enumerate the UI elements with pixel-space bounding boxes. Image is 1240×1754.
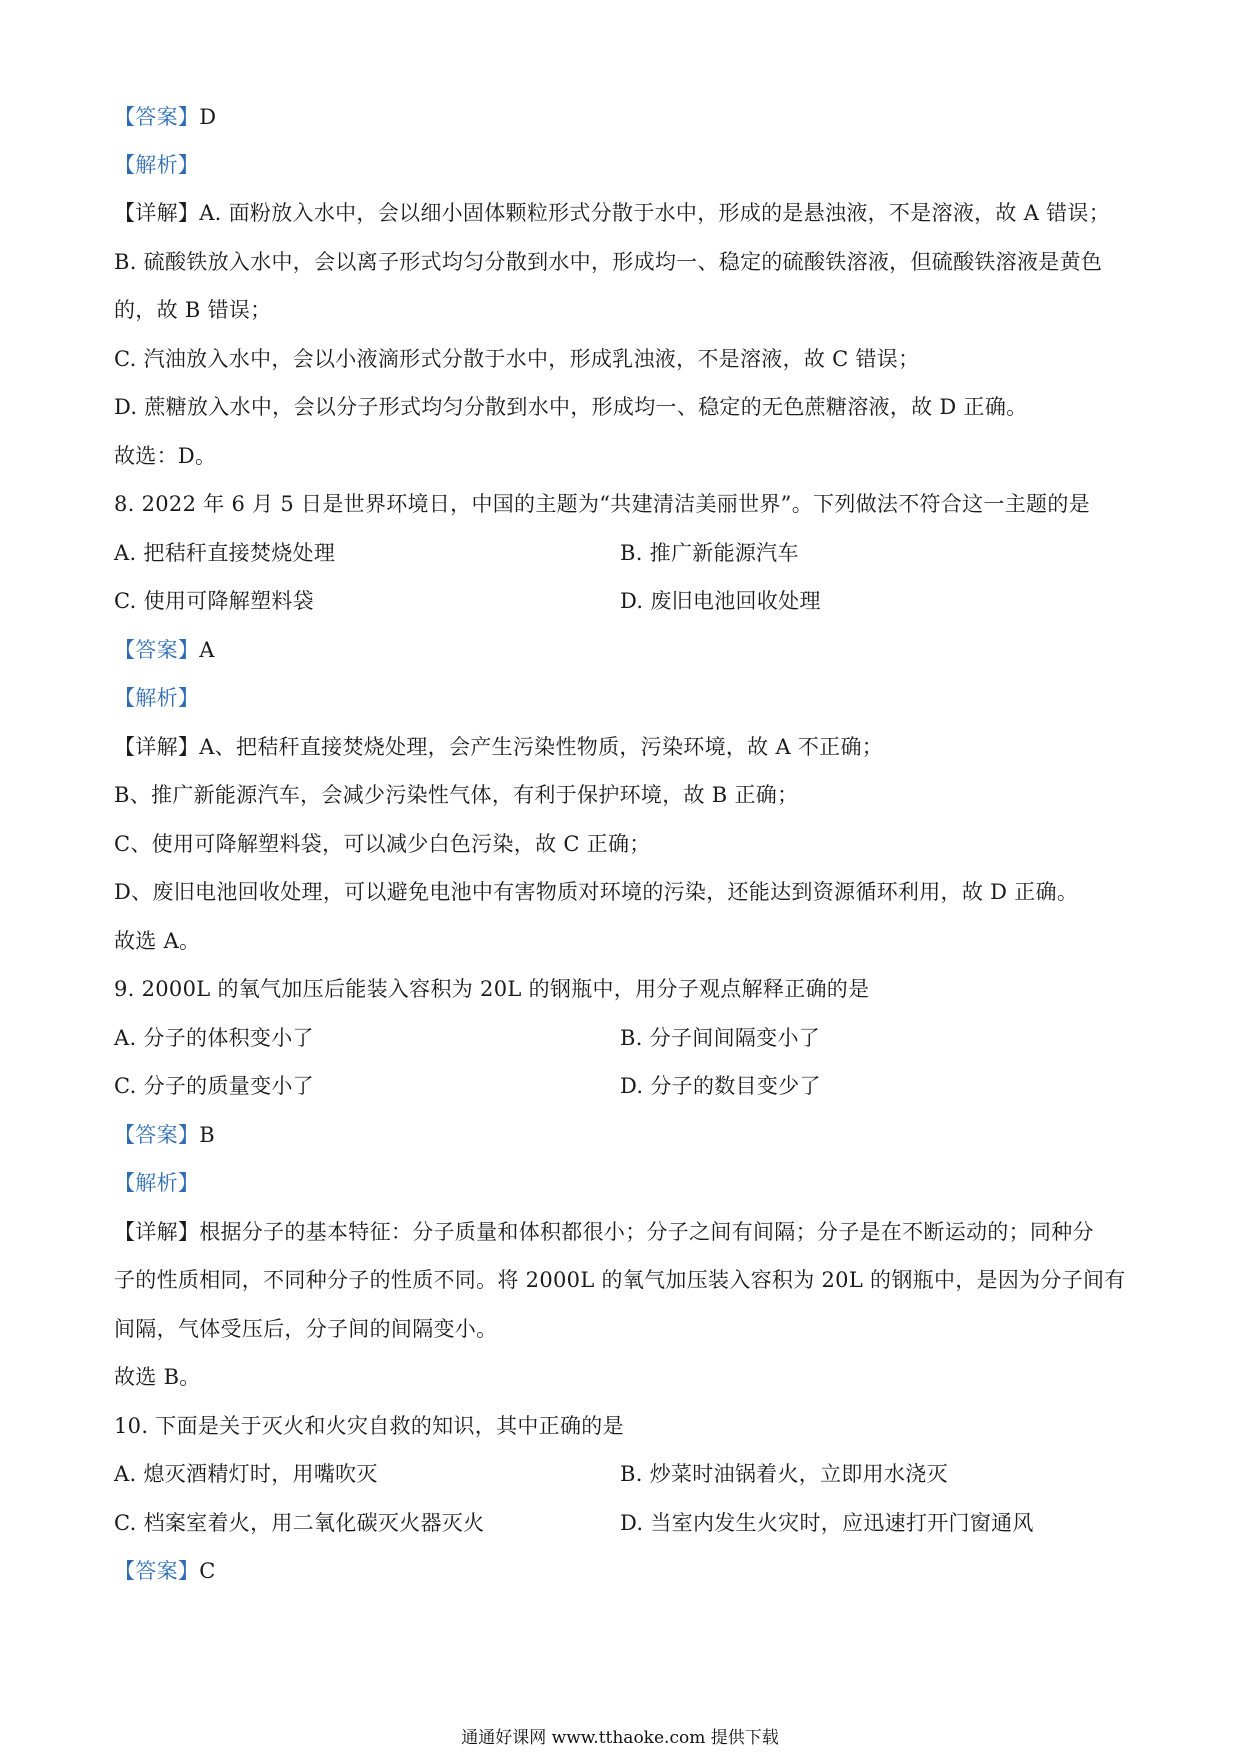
q7-conclusion: 故选：D。 — [114, 444, 217, 468]
q8-detail-line: C、使用可降解塑料袋，可以减少白色污染，故 C 正确； — [114, 832, 651, 856]
answer-value: A — [199, 638, 215, 662]
analysis-tag: 【解析】 — [114, 1171, 200, 1195]
answer-tag: 【答案】 — [114, 1559, 200, 1583]
q9-detail-line: 子的性质相同，不同种分子的性质不同。将 2000L 的氧气加压装入容积为 20L 的钢瓶中，是因为分子间有 — [114, 1268, 1126, 1292]
answer-tag: 【答案】 — [114, 1123, 200, 1147]
analysis-tag: 【解析】 — [114, 686, 200, 710]
q7-detail-line — [114, 198, 1134, 228]
q9-option-c: C. 分子的质量变小了 — [114, 1074, 314, 1098]
q9-detail-line — [114, 1217, 1134, 1247]
answer-value: D — [199, 105, 217, 129]
q8-option-b: B. 推广新能源汽车 — [620, 541, 799, 565]
q10-option-b: B. 炒菜时油锅着火，立即用水浇灭 — [620, 1462, 948, 1486]
q7-detail-line: 的，故 B 错误； — [114, 298, 272, 322]
detail-text: 根据分子的基本特征：分子质量和体积都很小；分子之间有间隔；分子是在不断运动的；同种分 — [199, 1220, 1094, 1244]
q8-conclusion: 故选 A。 — [114, 929, 201, 953]
detail-prefix: 【详解】 — [114, 201, 200, 225]
q8-detail-line: D、废旧电池回收处理，可以避免电池中有害物质对环境的污染，还能达到资源循环利用，故 D 正确。 — [114, 880, 1079, 904]
answer-tag: 【答案】 — [114, 638, 200, 662]
q7-detail-line: C. 汽油放入水中，会以小液滴形式分散于水中，形成乳浊液，不是溶液，故 C 错误； — [114, 347, 920, 371]
q9-stem: 9. 2000L 的氧气加压后能装入容积为 20L 的钢瓶中，用分子观点解释正确的是 — [114, 977, 870, 1001]
q10-option-a: A. 熄灭酒精灯时，用嘴吹灭 — [114, 1462, 378, 1486]
q8-analysis — [114, 683, 1134, 713]
q9-answer — [114, 1120, 1134, 1150]
q8-detail-line: B、推广新能源汽车，会减少污染性气体，有利于保护环境，故 B 正确； — [114, 783, 799, 807]
q8-detail-line — [114, 732, 1134, 762]
analysis-tag: 【解析】 — [114, 153, 200, 177]
q8-option-a: A. 把秸秆直接焚烧处理 — [114, 541, 336, 565]
q7-detail-line: D. 蔗糖放入水中，会以分子形式均匀分散到水中，形成均一、稳定的无色蔗糖溶液，故 D 正确。 — [114, 395, 1028, 419]
answer-value: B — [199, 1123, 215, 1147]
q8-answer — [114, 635, 1134, 665]
q7-analysis — [114, 150, 1134, 180]
q9-option-a: A. 分子的体积变小了 — [114, 1026, 314, 1050]
q9-conclusion: 故选 B。 — [114, 1365, 201, 1389]
detail-text: A、把秸秆直接焚烧处理，会产生污染性物质，污染环境，故 A 不正确； — [199, 735, 884, 759]
q8-option-d: D. 废旧电池回收处理 — [620, 589, 821, 613]
answer-value: C — [199, 1559, 216, 1583]
detail-prefix: 【详解】 — [114, 735, 200, 759]
q9-option-b: B. 分子间间隔变小了 — [620, 1026, 821, 1050]
page-footer: 通通好课网 www.tthaoke.com 提供下载 — [461, 1728, 779, 1748]
detail-prefix: 【详解】 — [114, 1220, 200, 1244]
q9-option-d: D. 分子的数目变少了 — [620, 1074, 821, 1098]
detail-text: A. 面粉放入水中，会以细小固体颗粒形式分散于水中，形成的是悬浊液，不是溶液，故 A 错误； — [199, 201, 1111, 225]
q8-stem: 8. 2022 年 6 月 5 日是世界环境日，中国的主题为“共建清洁美丽世界”。下列做法不符合这一主题的是 — [114, 492, 1090, 516]
answer-tag: 【答案】 — [114, 105, 200, 129]
q9-detail-line: 间隔，气体受压后，分子间的间隔变小。 — [114, 1317, 498, 1341]
q10-option-c: C. 档案室着火，用二氧化碳灭火器灭火 — [114, 1511, 485, 1535]
q7-answer — [114, 102, 1134, 132]
q10-answer — [114, 1556, 1134, 1586]
q7-detail-line: B. 硫酸铁放入水中，会以离子形式均匀分散到水中，形成均一、稳定的硫酸铁溶液，但硫酸铁溶液是黄色 — [114, 250, 1103, 274]
q8-option-c: C. 使用可降解塑料袋 — [114, 589, 314, 613]
q9-analysis — [114, 1168, 1134, 1198]
q10-option-d: D. 当室内发生火灾时，应迅速打开门窗通风 — [620, 1511, 1034, 1535]
q10-stem: 10. 下面是关于灭火和火灾自救的知识，其中正确的是 — [114, 1414, 624, 1438]
